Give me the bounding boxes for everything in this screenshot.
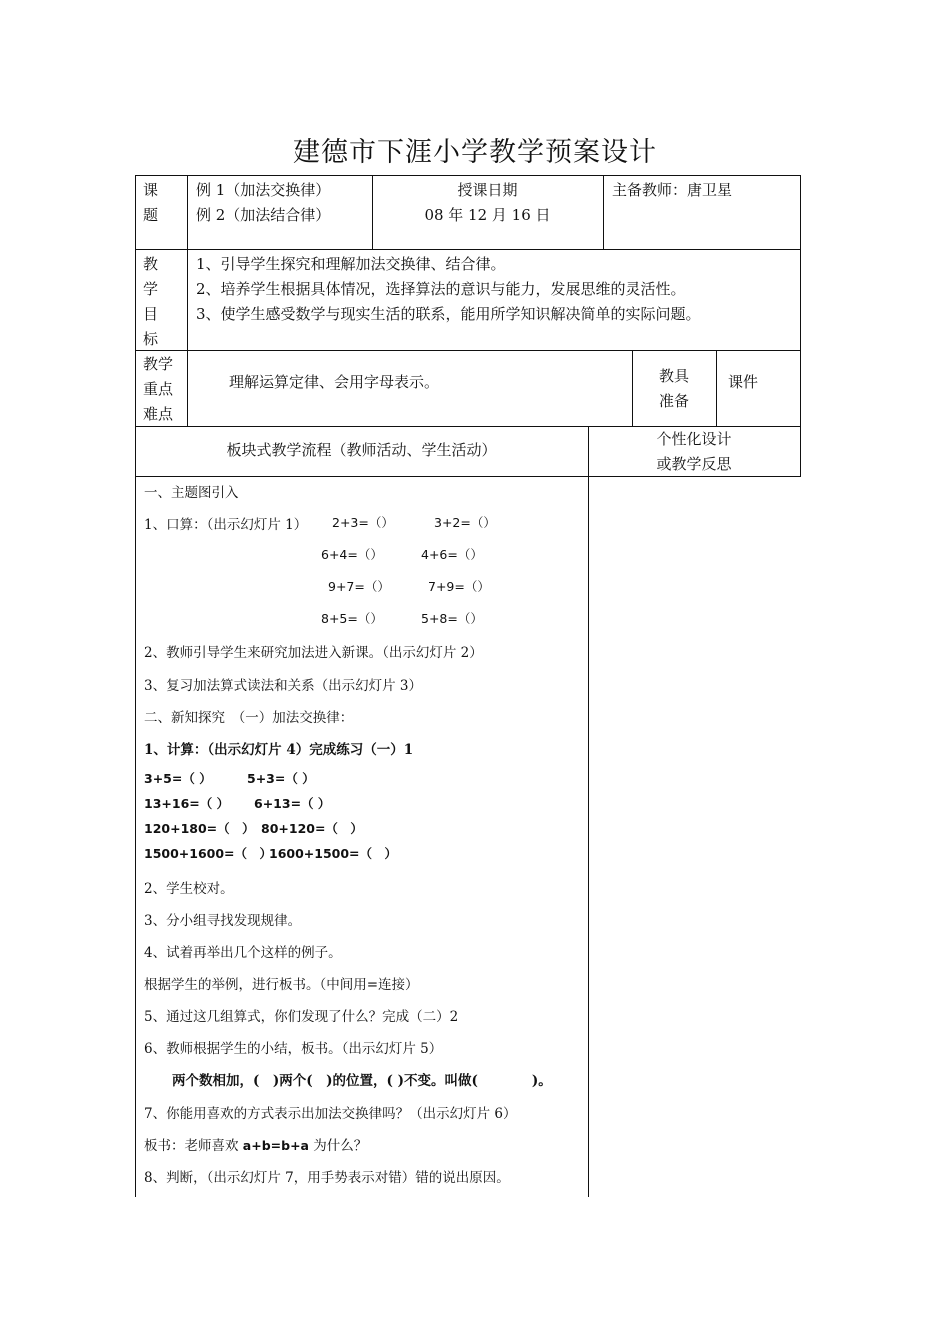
equation: 5+3=（ ） [247,771,315,786]
teaching-tools-label [632,364,716,414]
flow-line: 7、你能用喜欢的方式表示出加法交换律吗？（出示幻灯片 6） [144,1106,517,1122]
topic-line: 例 2（加法结合律） [196,206,331,224]
equation: 3+2=（） [434,515,496,530]
equation: 80+120=（ ） [261,821,363,836]
equation: 1600+1500=（ ） [269,846,398,861]
col-divider [187,249,188,350]
row-divider [135,249,801,250]
flow-line: 1、口算：（出示幻灯片 1） [144,517,308,533]
col-divider [603,175,604,249]
goals-label-char: 教 [143,255,159,273]
flow-line: 5、通过这几组算式，你们发现了什么？完成（二）2 [144,1009,459,1025]
equation: 1500+1600=（ ） [144,846,273,861]
formula: a+b=b+a [242,1138,309,1153]
key-points-label-line: 难点 [143,405,174,423]
flow-header-right [588,427,800,477]
date-cell [372,178,603,228]
flow-line: 8、判断，（出示幻灯片 7，用手势表示对错）错的说出原因。 [144,1170,510,1186]
table-border-right [800,175,801,476]
equation: 8+5=（） [321,611,383,626]
equation: 6+13=（ ） [254,796,331,811]
equation: 13+16=（ ） [144,796,230,811]
key-points-label-line: 教学 [143,355,174,373]
flow-line: 2、学生校对。 [144,881,234,897]
key-points-label [143,352,173,427]
key-points-content: 理解运算定律、会用字母表示。 [229,373,440,391]
flow-line: 3、复习加法算式读法和关系（出示幻灯片 3） [144,678,422,694]
flow-header-right-line: 个性化设计 [656,430,732,448]
col-divider [187,350,188,426]
flow-line [144,1134,367,1154]
teacher-cell: 主备教师：唐卫星 [612,181,733,199]
goals-label [143,252,158,352]
flow-line: 4、试着再举出几个这样的例子。 [144,945,342,961]
topic-label-char: 课 [143,181,159,199]
goals-label-char: 标 [143,330,159,348]
topic-content [196,178,330,228]
goal-item: 2、培养学生根据具体情况，选择算法的意识与能力，发展思维的灵活性。 [196,280,686,298]
teaching-tools-label-line: 教具 [658,367,689,385]
equation: 3+5=（ ） [144,771,212,786]
fill-in-statement: 两个数相加，( )两个( )的位置，( )不变。叫做( )。 [172,1073,552,1089]
flow-line: 6、教师根据学生的小结，板书。（出示幻灯片 5） [144,1041,443,1057]
flow-line: 2、教师引导学生来研究加法进入新课。（出示幻灯片 2） [144,645,483,661]
equation: 2+3=（） [332,515,394,530]
flow-header-right-line: 或教学反思 [656,455,732,473]
equation: 4+6=（） [421,547,483,562]
topic-label-char: 题 [143,206,159,224]
equation: 120+180=（ ） [144,821,255,836]
flow-header-left: 板块式教学流程（教师活动、学生活动） [226,441,497,459]
flow-line: 根据学生的举例，进行板书。（中间用=连接） [144,977,419,993]
goal-item: 3、使学生感受数学与现实生活的联系，能用所学知识解决简单的实际问题。 [196,305,701,323]
page-title: 建德市下涯小学教学预案设计 [293,137,657,168]
equation: 6+4=（） [321,547,383,562]
col-divider [716,350,717,426]
topic-label [143,178,158,228]
equation: 7+9=（） [428,579,490,594]
goals-label-char: 目 [143,305,159,323]
goals-label-char: 学 [143,280,159,298]
flow-line-part: 为什么？ [308,1138,368,1154]
flow-line: 二、新知探究 （一）加法交换律： [144,710,354,726]
table-border-top [135,175,801,176]
col-divider [588,426,589,1197]
col-divider [187,175,188,249]
topic-line: 例 1（加法交换律） [196,181,331,199]
date-value: 08 年 12 月 16 日 [424,206,551,224]
flow-line-part: 板书：老师喜欢 [144,1138,243,1154]
row-divider [135,350,801,351]
equation: 9+7=（） [328,579,390,594]
teaching-tools-value: 课件 [728,373,759,391]
flow-line: 1、计算：（出示幻灯片 4）完成练习（一）1 [144,742,414,758]
teaching-tools-label-line: 准备 [658,392,689,410]
key-points-label-line: 重点 [143,380,174,398]
equation: 5+8=（） [421,611,483,626]
date-label: 授课日期 [457,181,518,199]
flow-line: 一、主题图引入 [144,485,239,501]
goals-content [196,252,701,327]
table-border-left [135,175,136,1197]
goal-item: 1、引导学生探究和理解加法交换律、结合律。 [196,255,506,273]
flow-line: 3、分小组寻找发现规律。 [144,913,302,929]
